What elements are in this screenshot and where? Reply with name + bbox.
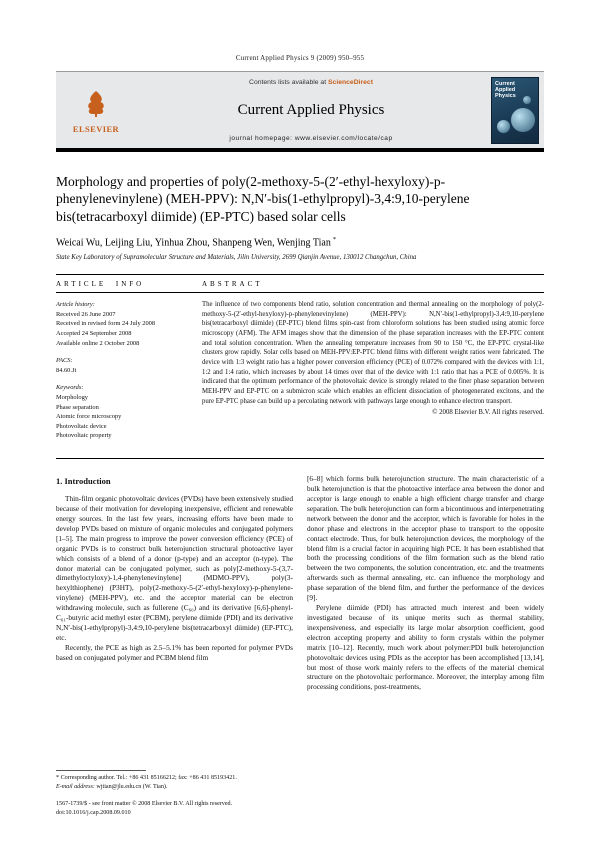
journal-imprint [56,800,544,818]
keyword: Morphology [56,394,88,401]
email-label: E-mail address: [56,783,95,790]
abstract-text: The influence of two components blend ratio, solution concentration and thermal annealing on the morphology of poly(2-methoxy-5-(2′-ethyl-hexyloxy)-p-phenylenevinylene) (MEH-PPV): N,N′-bis(1-ethylpropyl)-3,4:9,10-perylene bis(tetracarboxyl diimide) (EP-PTC) blend films spin-cast from chloroform solutions has been studied using atomic force microscopy (AFM). The AFM images show that the dimension of the phase separation increases with the EP-PTC content and total solution concentration. When the annealing temperature increases from 90 to 150 °C, the EP-PTC crystal-like clusters grow rapidly. Solar cells based on MEH-PPV:EP-PTC blend films with different weight ratios were fabricated. The device with 1:3 weight ratio has a higher power conversion efficiency (PCE) of 0.072% compared with the devices with 1:1, 1:2 and 1:4 ratio, which increases by about 14 times over that of the device with 1:1 ratio that has a PCE of 0.005%. It is indicated that the optimum performance of the photovoltaic device is strongly related to the finer phase separation between MEH-PPV and EP-PTC on a submicron scale which enables an efficient dissociation of photogenerated excitons, and the pure EP-PTC phase can build up a percolating network with pathways large enough to enhance electron transport. [202,301,544,405]
keyword: Photovoltaic property [56,432,112,440]
authors-line [56,236,544,248]
keywords-label: Keywords: [56,384,84,392]
info-abstract-headers [56,274,544,293]
keyword: Photovoltaic device [56,422,107,430]
affiliation: State Key Laboratory of Supramolecular Structure and Materials, Jilin University, 2699 Qianjin Avenue, 130012 Changchun, China [56,254,417,262]
journal-cover-thumbnail[interactable] [491,77,539,144]
history-line: Accepted 24 September 2008 [56,329,132,337]
header-divider-bar [56,148,544,152]
abstract-copyright: © 2008 Elsevier B.V. All rights reserved. [432,409,544,417]
journal-homepage-link[interactable]: journal homepage: www.elsevier.com/locate/cap [229,135,393,142]
pacs-label: PACS: [56,357,73,365]
author-names: Weicai Wu, Leijing Liu, Yinhua Zhou, Shanpeng Wen, Wenjing Tian [56,237,331,249]
abstract-column [202,300,544,449]
history-label: Article history: [56,301,95,309]
contents-prefix: Contents lists available at [249,79,328,86]
info-abstract-content [56,293,544,458]
email-suffix: (W. Tian). [141,783,168,790]
article-info-heading: ARTICLE INFO [56,280,145,289]
sciencedirect-link[interactable]: ScienceDirect [328,79,373,86]
journal-citation: Current Applied Physics 9 (2009) 950–955 [235,54,365,62]
body-columns [56,474,544,792]
history-line: Received 26 June 2007 [56,310,116,318]
doi-line: doi:10.1016/j.cap.2008.09.010 [56,810,131,817]
intro-paragraph-4: Perylene diimide (PDI) has attracted much interest and been widely investigated because of its unique merits such as thermal stability, inexpensiveness, and especially its large molar absorption coefficient, good electron accepting property and ability to form crystals within the polymer matrix [10–12]. Recently, much work about polymer:PDI bulk heterojunction photovoltaic devices using PDIs as the acceptor has been accomplished [13,14], but most of those work mainly refers to the effects of the material chemical structure on the photovoltaic performance. Moreover, the interplay among film processing conditions, post-treatments, [307,603,544,692]
intro-paragraph-1: Thin-film organic photovoltaic devices (PVDs) have been extensively studied because of their motivation for developing inexpensive, efficient and renewable energy sources. In the last few years, increasing efforts have been made to develop PVDs based on mixture of organic molecules and conjugated polymers [1–5]. The main progress to improve the power conversion efficiency (PCE) of organic PVDs is to construct bulk heterojunction structural photoactive layer which consists of a blend of a donor (p-type) and an acceptor (n-type). The donor material can be conjugated polymer, such as poly[2-methoxy-5-(3,7-dimethyloctyloxy)-1,4-phenylenevinylene] (MDMO-PPV), poly(3-hexylthiophene) (P3HT), poly(2-methoxy-5-(2′-ethyl-hexyloxy)-p-phenylene-vinylene) (MEH-PPV), etc. and the acceptor material can be electron withdrawing molecule, such as fullerene (C₆₀) and its derivative [6,6]-phenyl-C₆₁-butyric acid methyl ester (PCBM), perylene diimide (PDI) and its derivative N,N′-bis(1-ethylpropyl)-3,4:9,10-perylene bis(tetracarboxyl diimide) (EP-PTC), etc. [56,494,293,642]
header-center [136,72,486,148]
cover-area [486,72,544,148]
elsevier-logo[interactable] [56,72,136,148]
journal-header-banner [56,71,544,148]
issn-line: 1567-1739/$ - see front matter © 2008 Elsevier B.V. All rights reserved. [56,801,233,808]
section-heading-introduction: 1. Introduction [56,476,111,487]
footnote-rule [56,770,146,771]
article-title: Morphology and properties of poly(2-methoxy-5-(2′-ethyl-hexyloxy)-p-phenylenevinylene) (MEH-PPV): N,N′-bis(1-ethylpropyl)-3,4:9,10-perylene bis(tetracarboxyl diimide) (EP-PTC) based solar cells [56,174,470,224]
info-abstract-block [56,274,544,459]
pacs-group [56,356,186,375]
cover-bubble-icon [497,120,510,133]
email-link[interactable]: wjtian@jlu.edu.cn [96,783,142,790]
intro-paragraph-2: Recently, the PCE as high as 2.5–5.1% has been reported for polymer PVDs based on conjugated polymer and PCBM blend film [56,642,293,662]
corresponding-author-footnote [56,770,293,792]
journal-title: Current Applied Physics [237,102,385,118]
article-info-column [56,300,186,449]
keyword: Phase separation [56,403,99,411]
email-line [56,783,293,792]
contents-line [249,79,373,86]
cover-title: Current Applied Physics [495,80,516,100]
elsevier-wordmark: ELSEVIER [72,123,120,134]
history-line: Received in revised form 24 July 2008 [56,320,156,328]
article-history-group [56,300,186,348]
corresponding-author-text: * Corresponding author. Tel.: +86 431 85166212; fax: +86 431 85193421. [56,774,237,781]
left-column [56,474,293,792]
pacs-value: 84.60.Jt [56,366,77,374]
intro-paragraph-3: [6–8] which forms bulk heterojunction structure. The main characteristic of a bulk heterojunction is that the photoactive interface area between the donor and acceptor is large enough to enable a high efficient charge transfer and charge separation. The bulk heterojunction can form a bicontinuous and interpenetrating network between the donor and the acceptor, which is favorable for holes in the donor phase and electrons in the acceptor phase to transport to the opposite contact electrode. Thus, for bulk heterojunction devices, the morphology of the blend film is a crucial factor in acquiring high PCE. It has been established that both the processing conditions of the film formation such as the blend ratio between the two components, the solution concentration, etc. and the treatments afterwards such as thermal annealing, etc. can influence the morphology and phase separation of the blend film, and further the performance of the devices [9]. [307,474,544,603]
cover-bubble-icon [511,108,535,132]
history-line: Available online 2 October 2008 [56,339,140,347]
elsevier-tree-icon [84,90,108,123]
right-column [307,474,544,792]
corresponding-author-mark: * [332,235,337,243]
keywords-group [56,383,186,441]
abstract-heading: ABSTRACT [202,280,263,289]
keyword: Atomic force microscopy [56,413,122,421]
